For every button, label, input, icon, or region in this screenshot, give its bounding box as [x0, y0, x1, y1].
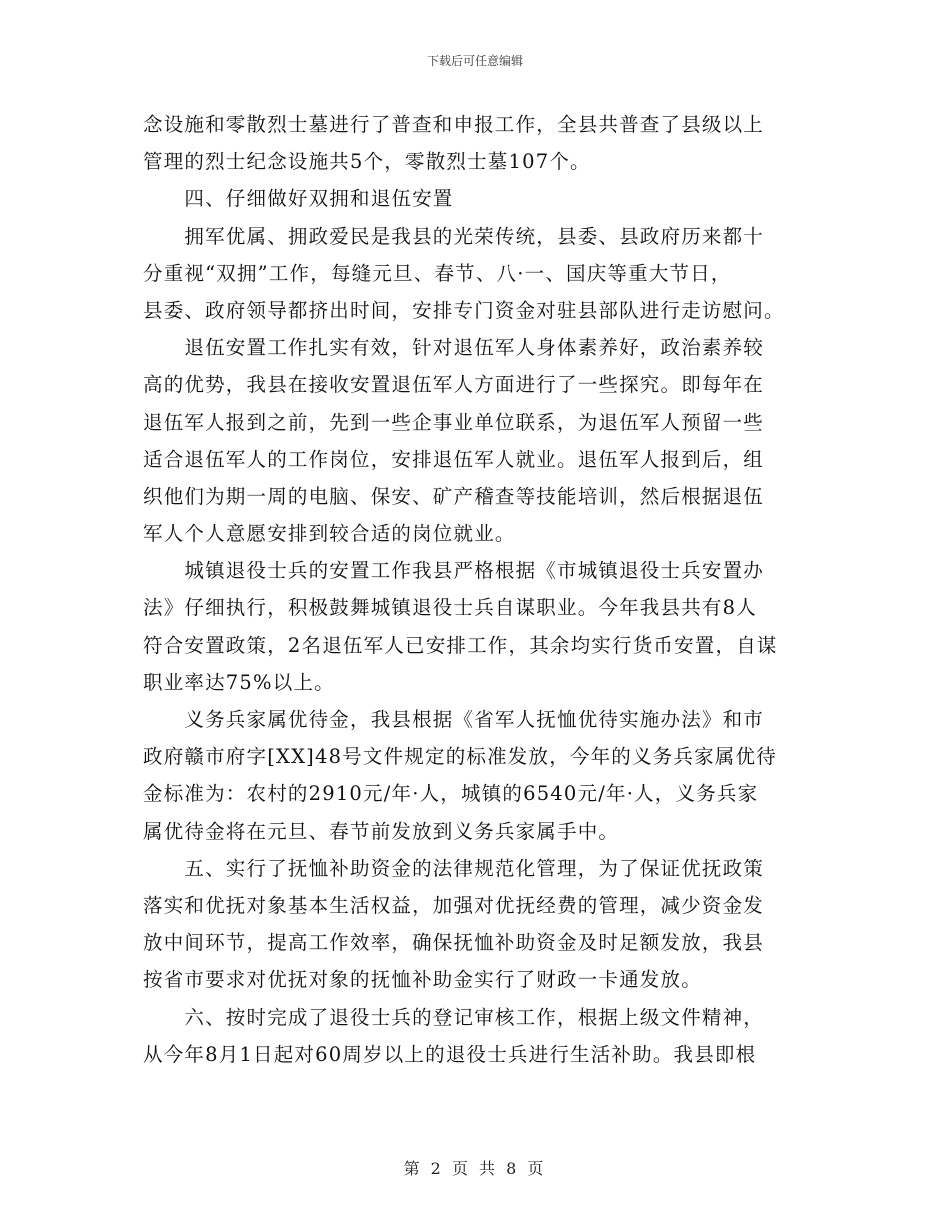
- body-line: 符合安置政策，2名退伍军人已安排工作，其余均实行货币安置，自谋: [143, 633, 778, 657]
- body-line: 五、实行了抚恤补助资金的法律规范化管理，为了保证优抚政策: [143, 856, 765, 880]
- body-line: 高的优势，我县在接收安置退伍军人方面进行了一些探究。即每年在: [143, 373, 765, 397]
- body-line: 管理的烈士纪念设施共5个，零散烈士墓107个。: [143, 150, 591, 174]
- body-line: 退伍安置工作扎实有效，针对退伍军人身体素养好，政治素养较: [143, 336, 765, 360]
- body-line: 县委、政府领导都挤出时间，安排专门资金对驻县部队进行走访慰问。: [143, 298, 785, 322]
- body-line: 拥军优属、拥政爱民是我县的光荣传统，县委、县政府历来都十: [143, 224, 765, 248]
- body-line: 落实和优抚对象基本生活权益，加强对优抚经费的管理，减少资金发: [143, 893, 765, 917]
- body-line: 织他们为期一周的电脑、保安、矿产稽查等技能培训，然后根据退伍: [143, 484, 765, 508]
- body-line: 念设施和零散烈士墓进行了普查和申报工作，全县共普查了县级以上: [143, 113, 765, 136]
- section-heading: 四、仔细做好双拥和退伍安置: [143, 187, 454, 211]
- body-line: 六、按时完成了退役士兵的登记审核工作，根据上级文件精神，: [143, 1005, 765, 1029]
- body-line: 金标准为：农村的2910元/年·人，城镇的6540元/年·人，义务兵家: [143, 782, 759, 806]
- body-line: 从今年8月1日起对60周岁以上的退役士兵进行生活补助。我县即根: [143, 1042, 757, 1066]
- body-line: 城镇退役士兵的安置工作我县严格根据《市城镇退役士兵安置办: [143, 559, 765, 583]
- body-line: 法》仔细执行，积极鼓舞城镇退役士兵自谋职业。今年我县共有8人: [143, 596, 757, 620]
- body-line: 军人个人意愿安排到较合适的岗位就业。: [143, 522, 516, 546]
- body-line: 分重视“双拥”工作，每缝元旦、春节、八·一、国庆等重大节日，: [143, 261, 732, 285]
- page-header: 下载后可任意编辑: [426, 54, 523, 68]
- document-body: [143, 106, 807, 1073]
- page-number-footer: 第 2 页 共 8 页: [403, 1159, 547, 1178]
- body-line: 属优待金将在元旦、春节前发放到义务兵家属手中。: [143, 819, 620, 843]
- body-line: 放中间环节，提高工作效率，确保抚恤补助资金及时足额发放，我县: [143, 931, 765, 955]
- body-line: 退伍军人报到之前，先到一些企事业单位联系，为退伍军人预留一些: [143, 410, 765, 434]
- body-line: 职业率达75%以上。: [143, 670, 335, 694]
- body-line: 按省市要求对优抚对象的抚恤补助金实行了财政一卡通发放。: [143, 968, 702, 992]
- body-line: 政府赣市府字[XX]48号文件规定的标准发放，今年的义务兵家属优待: [143, 745, 777, 769]
- body-line: 适合退伍军人的工作岗位，安排退伍军人就业。退伍军人报到后，组: [143, 447, 765, 471]
- body-line: 义务兵家属优待金，我县根据《省军人抚恤优待实施办法》和市: [143, 708, 765, 731]
